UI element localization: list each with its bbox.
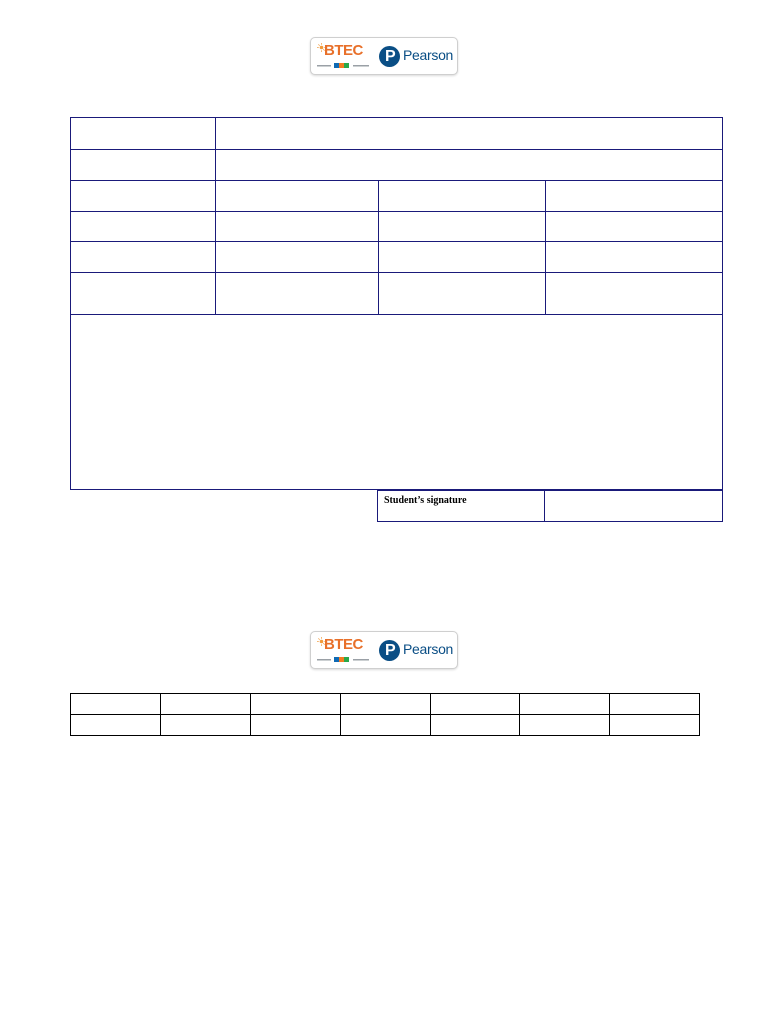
table-cell[interactable] bbox=[610, 715, 700, 736]
table-cell bbox=[610, 694, 700, 715]
table-cell bbox=[379, 212, 546, 242]
table-cell bbox=[379, 273, 546, 315]
table-cell[interactable] bbox=[431, 715, 520, 736]
student-signature-field[interactable] bbox=[545, 491, 723, 522]
pearson-p-icon bbox=[379, 640, 400, 661]
table-cell bbox=[71, 181, 216, 212]
table-cell bbox=[161, 694, 251, 715]
pearson-logo bbox=[377, 638, 455, 664]
btec-wordmark: BTEC bbox=[324, 42, 363, 59]
table-cell[interactable] bbox=[216, 212, 379, 242]
pearson-p-icon bbox=[379, 46, 400, 67]
table-cell[interactable] bbox=[216, 273, 379, 315]
table-row bbox=[71, 694, 700, 715]
table-cell bbox=[341, 694, 431, 715]
btec-logo bbox=[317, 636, 373, 666]
table-row bbox=[71, 715, 700, 736]
table-row bbox=[71, 181, 723, 212]
table-row bbox=[71, 242, 723, 273]
btec-pearson-logo bbox=[310, 37, 458, 75]
table-row bbox=[71, 212, 723, 242]
pearson-glyph: P bbox=[385, 48, 396, 65]
table-cell[interactable] bbox=[251, 715, 341, 736]
pearson-glyph: P bbox=[385, 642, 396, 659]
assignment-front-sheet-table bbox=[70, 117, 723, 490]
table-row bbox=[71, 315, 723, 490]
table-cell[interactable] bbox=[341, 715, 431, 736]
table-cell bbox=[251, 694, 341, 715]
table-row bbox=[71, 273, 723, 315]
btec-wordmark: BTEC bbox=[324, 636, 363, 653]
btec-logo bbox=[317, 42, 373, 72]
table-row bbox=[71, 118, 723, 150]
fpt-tagline-graphic bbox=[317, 656, 373, 664]
table-cell bbox=[379, 181, 546, 212]
table-cell bbox=[71, 242, 216, 273]
table-cell[interactable] bbox=[520, 715, 610, 736]
btec-pearson-logo bbox=[310, 631, 458, 669]
table-cell[interactable] bbox=[161, 715, 251, 736]
pearson-wordmark: Pearson bbox=[403, 47, 454, 63]
table-cell[interactable] bbox=[216, 118, 723, 150]
fpt-tagline-graphic bbox=[317, 62, 373, 70]
table-cell bbox=[71, 118, 216, 150]
table-cell[interactable] bbox=[546, 212, 723, 242]
table-cell bbox=[71, 150, 216, 181]
table-cell bbox=[71, 273, 216, 315]
pearson-wordmark: Pearson bbox=[403, 641, 454, 657]
table-cell bbox=[71, 212, 216, 242]
grading-table bbox=[70, 693, 700, 736]
signature-table bbox=[377, 490, 723, 522]
table-row bbox=[71, 150, 723, 181]
table-cell bbox=[379, 242, 546, 273]
pearson-logo bbox=[377, 44, 455, 70]
declaration-cell bbox=[71, 315, 723, 490]
table-cell[interactable] bbox=[546, 181, 723, 212]
student-signature-label: Student’s signature bbox=[378, 491, 545, 522]
table-cell bbox=[520, 694, 610, 715]
table-cell[interactable] bbox=[546, 273, 723, 315]
table-cell[interactable] bbox=[71, 715, 161, 736]
table-cell[interactable] bbox=[216, 242, 379, 273]
table-cell[interactable] bbox=[216, 150, 723, 181]
table-cell[interactable] bbox=[216, 181, 379, 212]
table-cell[interactable] bbox=[546, 242, 723, 273]
table-row bbox=[378, 491, 723, 522]
table-cell bbox=[71, 694, 161, 715]
table-cell bbox=[431, 694, 520, 715]
